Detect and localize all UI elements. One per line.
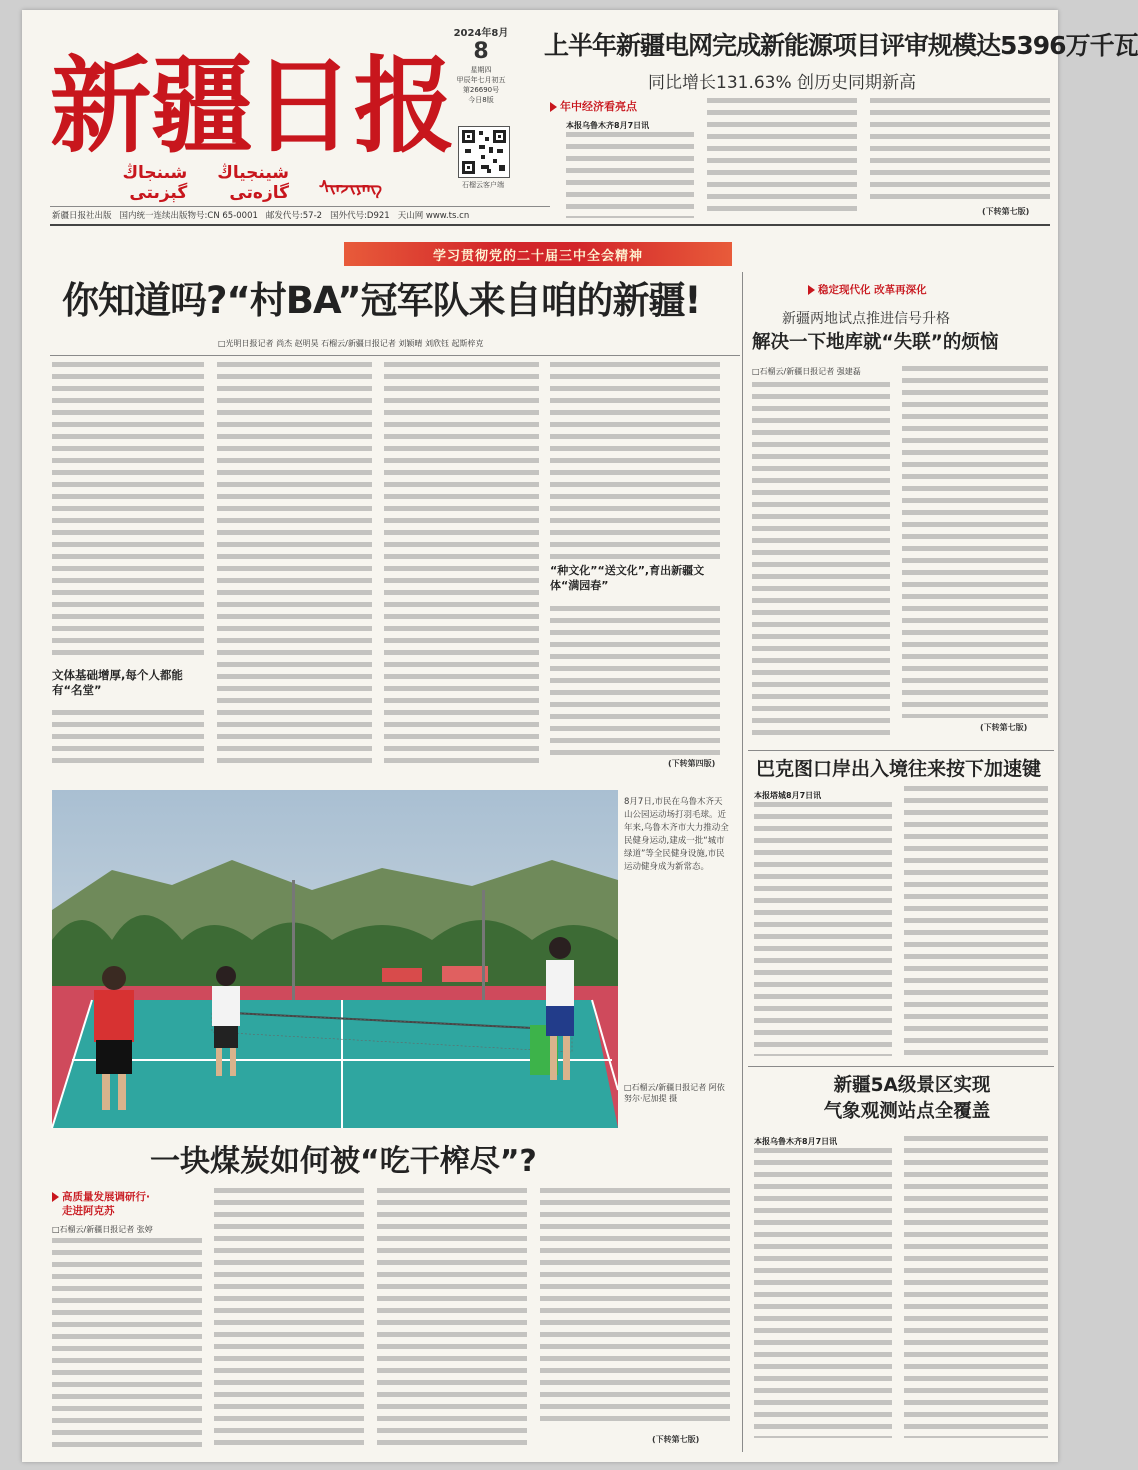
issue-number: 第26690号 xyxy=(462,86,500,94)
mongolian-title: ᠰᠢᠨᠵᠢᠶᠠᠩ xyxy=(319,178,382,198)
bakhtu-col-2-lines xyxy=(904,786,1048,1056)
main-col-2-lines xyxy=(217,362,372,770)
coal-col-2-lines xyxy=(214,1188,364,1448)
masthead-bottom-rule xyxy=(50,224,1050,226)
coal-headline: 一块煤炭如何被“吃干榨尽”? xyxy=(150,1144,537,1179)
coal-byline: □石榴云/新疆日报记者 张婷 xyxy=(52,1225,153,1234)
date-block xyxy=(450,24,512,105)
right-col-1-lines xyxy=(752,382,890,742)
main-byline: □光明日报记者 尚杰 赵明昊 石榴云/新疆日报记者 刘颖晴 刘欣钰 起斯梓克 xyxy=(218,339,484,348)
qr-code[interactable] xyxy=(458,126,510,178)
red-arrow-icon xyxy=(52,1192,59,1202)
main-rule xyxy=(50,355,740,356)
newspaper-page xyxy=(22,10,1138,1462)
top-story-subheadline: 同比增长131.63% 创历史同期新高 xyxy=(648,73,917,93)
publisher-strip xyxy=(52,209,552,221)
main-col-3-lines xyxy=(384,362,539,770)
weather-headline-2: 气象观测站点全覆盖 xyxy=(823,1101,991,1122)
right-continued: (下转第七版) xyxy=(980,723,1028,732)
right-col-2-lines xyxy=(902,366,1048,718)
top-story-col-1: 本报乌鲁木齐8月7日讯 xyxy=(566,121,650,130)
bakhtu-headline: 巴克图口岸出入境往来按下加速键 xyxy=(756,758,1042,780)
weather-col-2-lines xyxy=(904,1136,1048,1438)
main-col-1-lines xyxy=(52,362,204,662)
main-continued: (下转第四版) xyxy=(668,759,716,768)
masthead-calligraphy xyxy=(50,20,460,167)
date-day: 8 xyxy=(473,39,489,64)
main-subhead-1: 文体基础增厚,每个人都能有“名堂” xyxy=(52,668,183,697)
weather-headline-1: 新疆5A级景区实现 xyxy=(833,1075,991,1096)
photo-illustration xyxy=(52,790,618,1128)
weekday: 星期四 xyxy=(470,66,492,74)
postal-code: 邮发代号:57-2 xyxy=(265,211,323,221)
top-story-headline: 上半年新疆电网完成新能源项目评审规模达5396万千瓦 xyxy=(544,31,1138,60)
top-story-col-2-lines xyxy=(707,98,857,218)
qr-caption: 石榴云客户端 xyxy=(462,181,504,189)
main-col-4-lines xyxy=(550,362,720,560)
theme-banner xyxy=(344,242,732,266)
photo-caption: 8月7日,市民在乌鲁木齐天山公园运动场打羽毛球。近年来,乌鲁木齐市大力推动全民健身运动,建成一批“城市绿道”等全民健身设施,市民运动健身成为新常态。 xyxy=(624,797,729,872)
red-arrow-icon xyxy=(550,102,557,112)
cn-number: 国内统一连续出版物号:CN 65-0001 xyxy=(119,211,258,221)
website[interactable]: 天山网 www.ts.cn xyxy=(397,211,470,221)
masthead-rule xyxy=(50,206,550,207)
lunar-date: 甲辰年七月初五 xyxy=(456,76,506,84)
badminton-photo xyxy=(52,790,618,1128)
bakhtu-dateline: 本报塔城8月7日讯 xyxy=(754,791,822,800)
masthead-minority-scripts xyxy=(122,163,382,203)
weather-col-1-lines xyxy=(754,1148,892,1438)
top-story-col-3-lines xyxy=(870,98,1050,206)
right-section-tag: 稳定现代化 改革再深化 xyxy=(808,282,927,297)
top-story-continued: (下转第七版) xyxy=(982,207,1030,216)
main-subhead-2: “种文化”“送文化”,育出新疆文体“满园春” xyxy=(550,564,705,592)
coal-col-4-lines xyxy=(540,1188,730,1428)
coal-continued: (下转第七版) xyxy=(652,1435,700,1444)
weather-dateline: 本报乌鲁木齐8月7日讯 xyxy=(754,1137,838,1146)
column-separator xyxy=(742,272,743,1452)
main-col-1b-lines xyxy=(52,710,204,770)
publisher: 新疆日报社出版 xyxy=(52,211,112,221)
bakhtu-col-1-lines xyxy=(754,802,892,1056)
page-count: 今日8版 xyxy=(468,96,494,104)
right-rule-2 xyxy=(748,1066,1054,1067)
date-line: 2024年8月 xyxy=(453,28,509,39)
coal-col-3-lines xyxy=(377,1188,527,1448)
right-rule-1 xyxy=(748,750,1054,751)
main-col-4b-lines xyxy=(550,606,720,756)
top-story-section-tag: 年中经济看亮点 xyxy=(550,98,637,114)
red-arrow-icon xyxy=(808,285,815,295)
kazakh-title: شينجياڭ گازەتى xyxy=(217,163,290,203)
photo-credit: □石榴云/新疆日报记者 阿依努尔·尼加提 摄 xyxy=(624,1083,725,1103)
right-byline: □石榴云/新疆日报记者 强建磊 xyxy=(752,367,861,376)
coal-col-1-lines xyxy=(52,1238,202,1448)
right-headline: 解决一下地库就“失联”的烦恼 xyxy=(752,332,999,353)
uyghur-title: شىنجاڭ گېزىتى xyxy=(122,163,188,203)
foreign-code: 国外代号:D921 xyxy=(330,211,390,221)
right-kicker: 新疆两地试点推进信号升格 xyxy=(782,311,950,327)
top-story-col-1-lines xyxy=(566,132,694,218)
masthead-logo xyxy=(50,20,460,167)
svg-text:新疆日报: 新疆日报 xyxy=(50,44,455,167)
theme-banner-text: 学习贯彻党的二十届三中全会精神 xyxy=(432,248,643,264)
coal-section-tag: 高质量发展调研行· 走进阿克苏 xyxy=(52,1190,202,1218)
main-headline: 你知道吗?“村BA”冠军队来自咱的新疆! xyxy=(62,279,701,322)
